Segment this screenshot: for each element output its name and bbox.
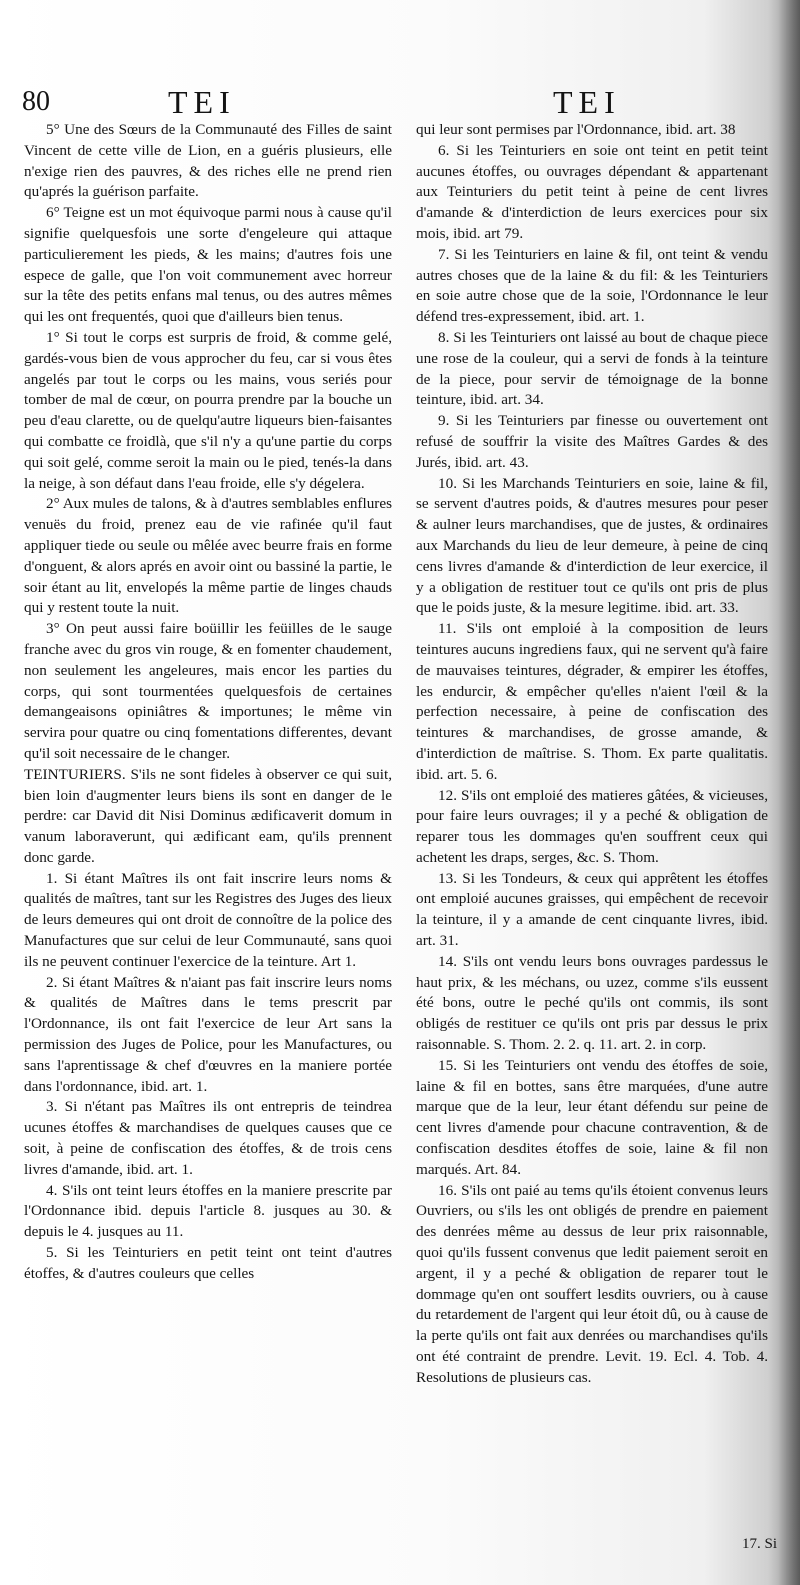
paragraph: 11. S'ils ont emploié à la composition de leurs teintures aucuns ingrediens faux, qui ne servent qu'à faire de mauvaises teintures, dégrader, & empirer les étoffes, les endurcir, & empêcher qu'elles n'aient l'œil & la perfection necessaire, à peine de confiscation des teintures & marchandises, de grosse amande, & d'interdiction de maîtrise. S. Thom. Ex parte qualitatis. ibid. art. 5. 6.: [416, 620, 768, 783]
paragraph: 1° Si tout le corps est surpris de froid, & comme gelé, gardés-vous bien de vous approcher du feu, car si vous êtes angelés par tout le corps ou les mains, vous seriés pour tomber de mal de cœur, on pourra prendre par la bouche un peu d'eau clarette, ou de quelqu'autre liqueurs bien-faisantes qui combatte ce froidlà, que s'il n'y a qu'une partie du corps qui soit gelé, comme seroit la main ou le pied, tenés-la dans la neige, à son défaut dans l'eau froide, elle s'y dégelera.: [24, 328, 392, 492]
paragraph: 3. Si n'étant pas Maîtres ils ont entrepris de teindrea ucunes étoffes & marchandises de quelques causes que ce soit, à peine de confiscation des étoffes, & de trois cens livres d'amande, ibid. art. 1.: [24, 1098, 392, 1178]
paragraph: qui leur sont permises par l'Ordonnance, ibid. art. 38: [416, 121, 736, 138]
right-column: [416, 120, 768, 1389]
paragraph: 15. Si les Teinturiers ont vendu des étoffes de soie, laine & fil en bottes, sans être marquées, d'une autre marque que de la leur, leur étant défendu sur peine de cent livres d'amende pour chacune contravention, & de confiscation desdites étoffes de soie, laine & fil non marqués. Art. 84.: [416, 1056, 768, 1178]
paragraph: 12. S'ils ont emploié des matieres gâtées, & vicieuses, pour faire leurs ouvrages; il y a peché & obligation de reparer tous les dommages qu'en souffrent ceux qui achetent les draps, serges, &c. S. Thom.: [416, 786, 768, 866]
running-head-right: TEI: [553, 84, 621, 120]
paragraph: 9. Si les Teinturiers par finesse ou ouvertement ont refusé de souffrir la visite des Maîtres Gardes & des Jurés, ibid. art. 43.: [416, 412, 768, 471]
catchword: 17. Si: [742, 1536, 778, 1552]
paragraph: 13. Si les Tondeurs, & ceux qui apprêtent les étoffes ont emploié aucunes graisses, qui empêchent de recevoir la teinture, il y a amande de cent cinquante livres, ibid. art. 31.: [416, 869, 768, 950]
paragraph: 2. Si étant Maîtres & n'aiant pas fait inscrire leurs noms & qualités de Maîtres dans le tems prescrit par l'Ordonnance, ils ont fait l'exercice de leur Art sans la permission des Juges de Police, pour les Manufactures, ou sans l'aprentissage & chef d'œuvres en la maniere portée dans l'ordonnance, ibid. art. 1.: [24, 973, 392, 1095]
paragraph: 2° Aux mules de talons, & à d'autres semblables enflures venuës du froid, prenez eau de vie rafinée qu'il faut appliquer tiede ou seule ou mêlée avec beurre frais en forme d'onguent, & alors aprés en avoir oint ou bassiné la partie, le soir étant au lit, envelopés la même partie de linges chauds qui y restent toute la nuit.: [24, 495, 392, 617]
paragraph: 1. Si étant Maîtres ils ont fait inscrire leurs noms & qualités de maîtres, tant sur les Registres des Juges des lieux de leurs demeures qui ont droit de connoître de la police des Manufactures que sur celui de leur Communauté, sans quoi ils ne peuvent continuer l'exercice de la teinture. Art 1.: [24, 869, 392, 970]
paragraph: 10. Si les Marchands Teinturiers en soie, laine & fil, se servent d'autres poids, & d'autres mesures pour peser & aulner leurs marchandises, que de justes, & ordinaires aux Marchands du lieu de leur demeure, à peine de cinq cens livres d'amande & d'interdiction de leur exercice, il y a obligation de restituer tout ce qu'ils ont pris de plus que le poids juste, & la mesure legitime. ibid. art. 33.: [416, 474, 768, 617]
paragraph: 6. Si les Teinturiers en soie ont teint en petit teint aucunes étoffes, ou ouvrages dépendant & appartenant aux Teinturiers du petit teint à peine de cent livres d'amande & d'interdiction de leurs exercices pour six mois, ibid. art 79.: [416, 141, 768, 242]
paragraph: 8. Si les Teinturiers ont laissé au bout de chaque piece une rose de la couleur, qui a servi de fonds à la teinture de la piece, pour servir de témoignage de la bonne teinture, ibid. art. 34.: [416, 328, 768, 409]
paragraph: 14. S'ils ont vendu leurs bons ouvrages pardessus le haut prix, & les méchans, ou uzez, comme s'ils eussent été bons, outre le peché qu'ils ont commis, ils sont obligés de restituer ce qu'ils ont pris par dessus le prix raisonnable. S. Thom. 2. 2. q. 11. art. 2. in corp.: [416, 952, 768, 1054]
paragraph: 5. Si les Teinturiers en petit teint ont teint d'autres étoffes, & d'autres couleurs que celles: [24, 1244, 392, 1282]
running-head-left: TEI: [168, 84, 236, 120]
left-column: [24, 120, 392, 1285]
paragraph: 7. Si les Teinturiers en laine & fil, ont teint & vendu autres choses que de la laine & du fil: & les Teinturiers en soie autre chose que de la soie, l'Ordonnance le leur défend tres-expressement, ibid. art. 1.: [416, 245, 768, 326]
entry-heading-paragraph: TEINTURIERS. S'ils ne sont fideles à observer ce qui suit, bien loin d'augmenter leurs biens ils sont en danger de le perdre: car David dit Nisi Dominus ædificaverit domum in vanum laboraverunt, qui ædificant eam, qu'ils prennent donc garde.: [24, 765, 392, 866]
paragraph: 4. S'ils ont teint leurs étoffes en la maniere prescrite par l'Ordonnance ibid. depuis l'article 8. jusques au 30. & depuis le 4. jusques au 11.: [24, 1181, 392, 1241]
paragraph: 6° Teigne est un mot équivoque parmi nous à cause qu'il signifie quelquesfois une sorte d'engeleure qui attaque particulierement les pieds, & les mains; d'autres fois une espece de galle, que l'on voit communement avec horreur sur la tête des petits enfans mal tenus, ou des autres mêmes qui les ont frequentés, quoi que d'ailleurs bien tenus.: [24, 204, 392, 326]
paragraph: 16. S'ils ont paié au tems qu'ils étoient convenus leurs Ouvriers, ou s'ils les ont obligés de prendre en paiement des denrées même au dessus de leur prix raisonnable, quoi qu'ils fussent convenus que ledit paiement seroit en argent, il y a peché & obligation de reparer tout le dommage qu'en ont souffert lesdits ouvriers, ou à cause du retardement de l'argent qui leur étoit dû, ou à cause de la perte qu'ils ont fait aux denrées ou marchandises qu'ils ont été contraint de prendre. Levit. 19. Ecl. 4. Tob. 4. Resolutions de plusieurs cas.: [416, 1181, 768, 1386]
page-edge-shadow: [778, 0, 800, 1585]
paragraph: 5° Une des Sœurs de la Communauté des Filles de saint Vincent de cette ville de Lion, en a guéris plusieurs, elle n'exige rien des pauvres, & des riches elle ne prend rien qu'aprés la guérison parfaite.: [24, 121, 392, 201]
page-number: 80: [22, 86, 50, 117]
paragraph: 3° On peut aussi faire boüillir les feüilles de le sauge franche avec du gros vin rouge, & en fomenter chaudement, non seulement les angeleures, mais encor les parties du corps, qui sont tourmentées quelquesfois de certaines demangeaisons opiniâtres & importunes; le même vin servira pour quatre ou cinq fomentations differentes, devant qu'il soit necessaire de le changer.: [24, 620, 392, 762]
